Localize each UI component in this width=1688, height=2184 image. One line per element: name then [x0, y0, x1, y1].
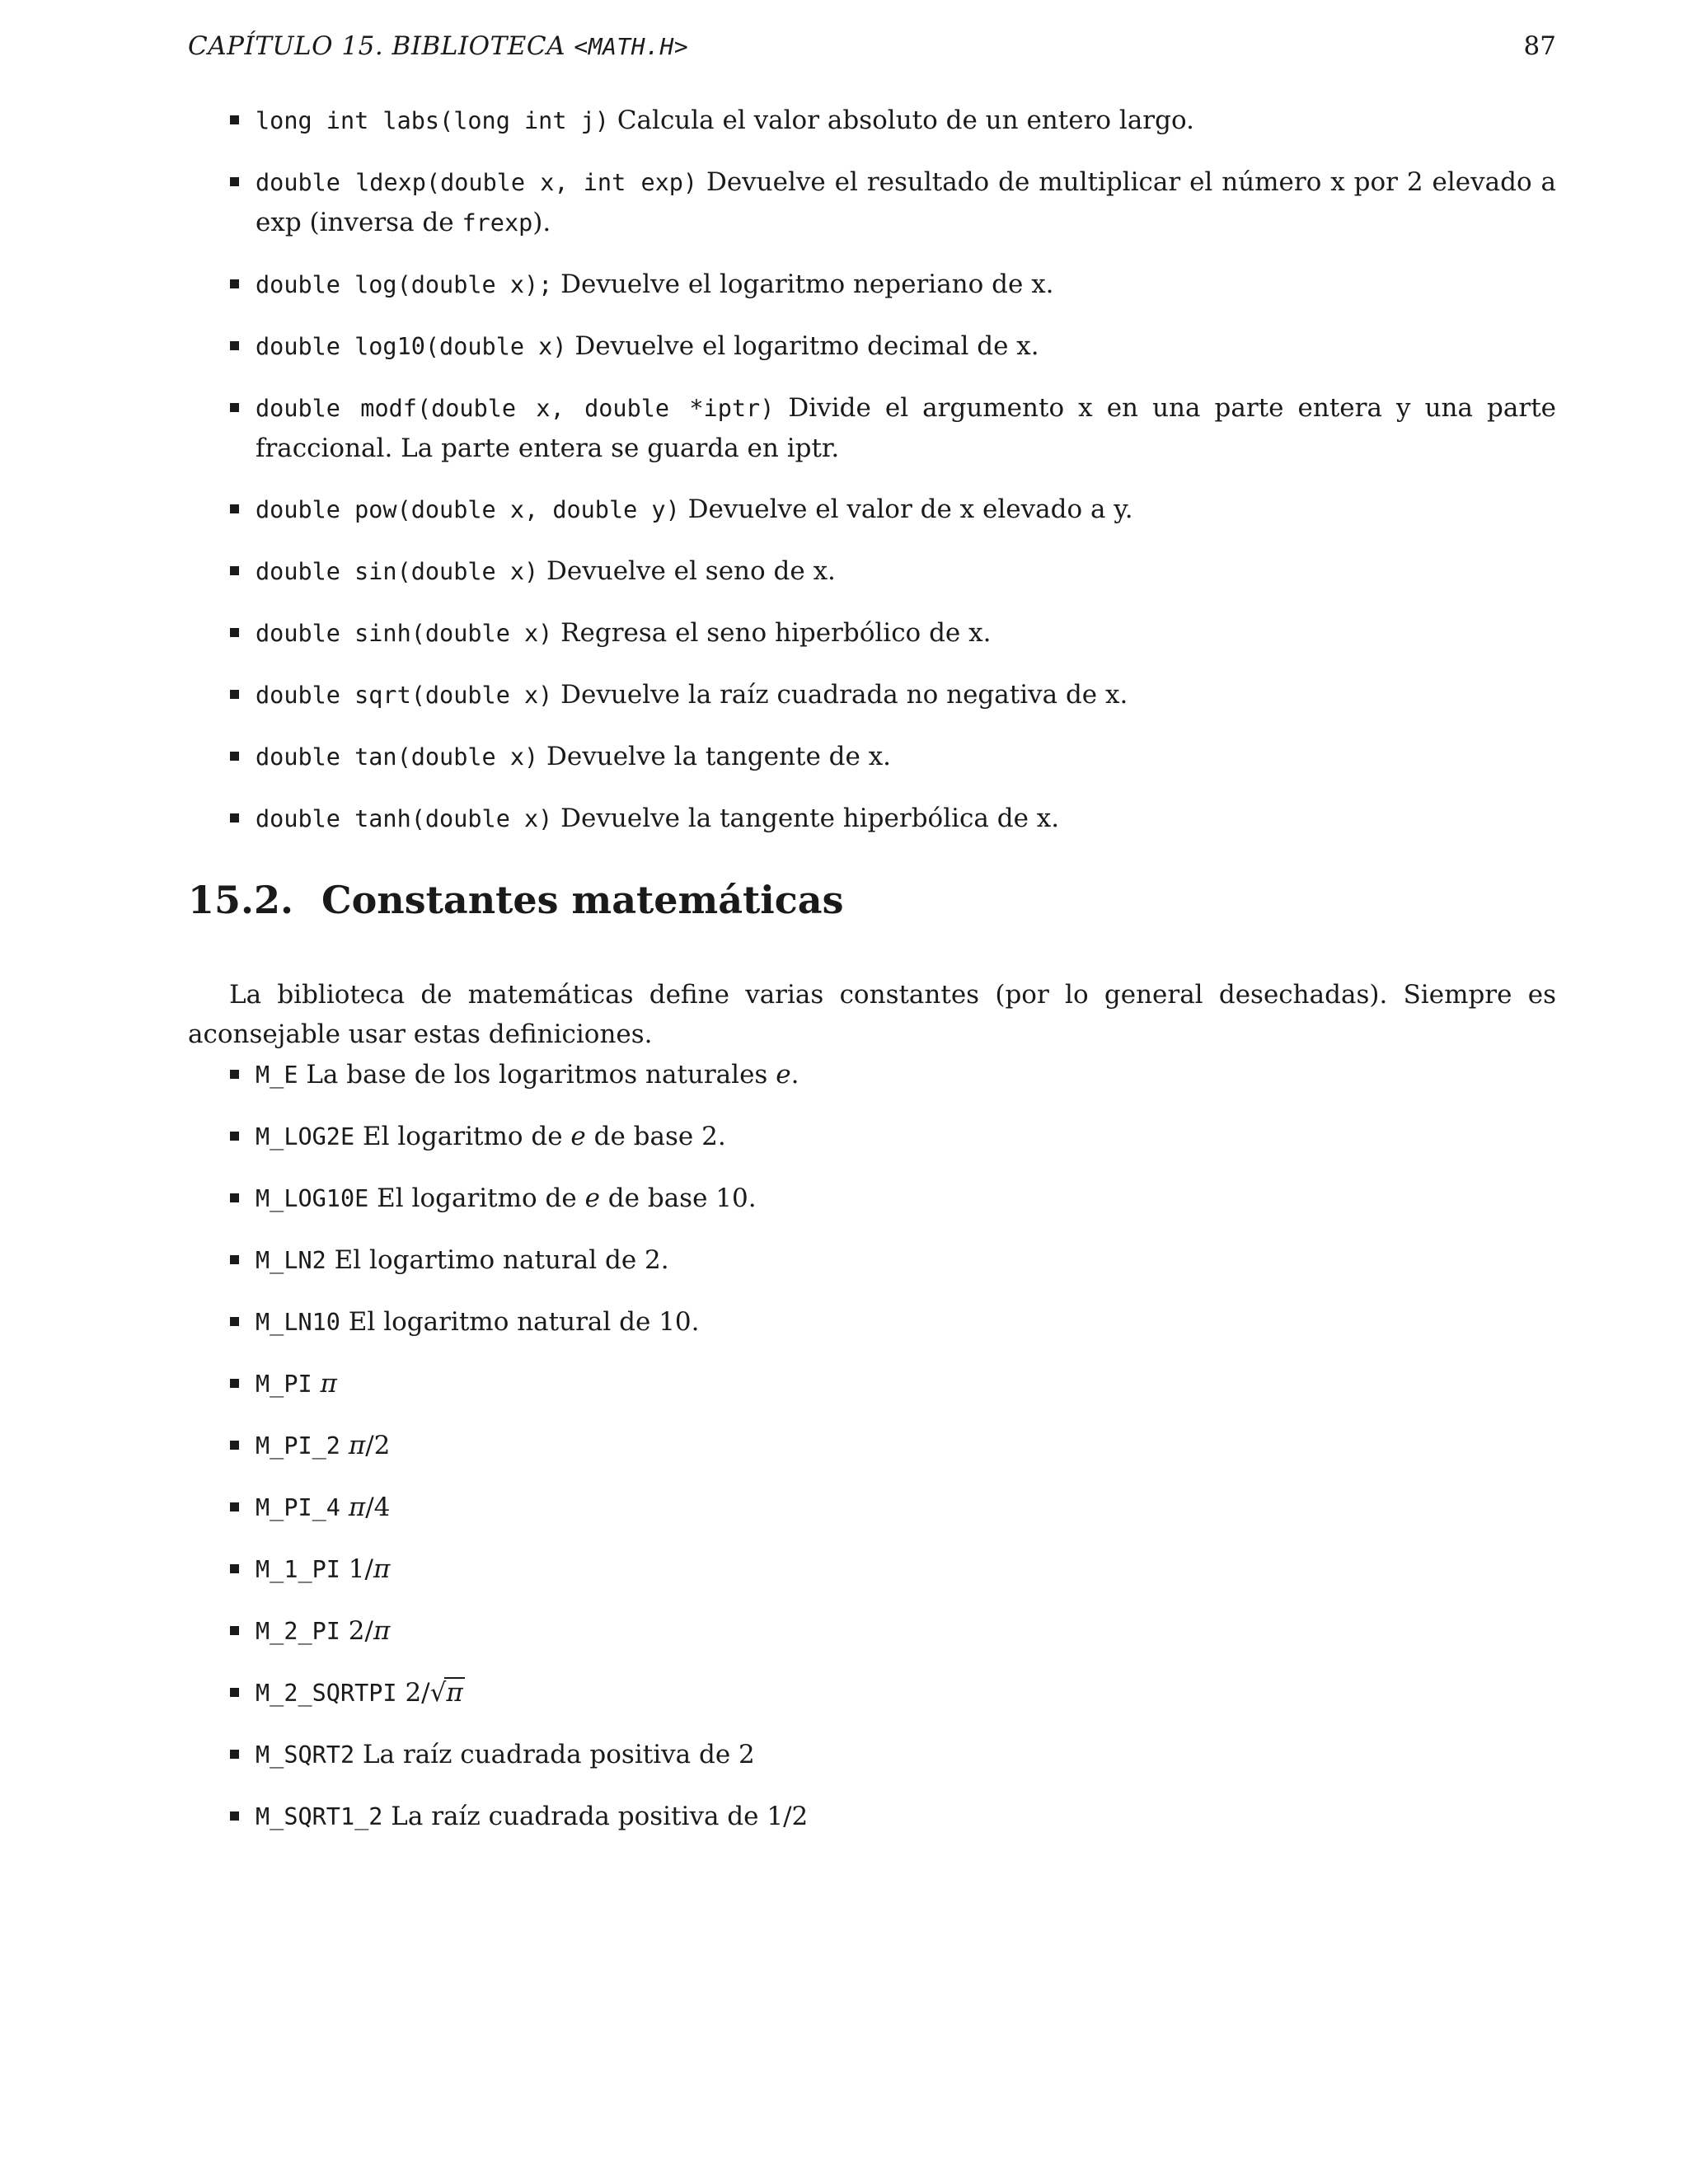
bullet-icon [230, 1688, 239, 1697]
bullet-icon [230, 1193, 239, 1202]
list-item: M_PI π [188, 1364, 1556, 1404]
bullet-icon [230, 403, 239, 412]
list-item: double sinh(double x) Regresa el seno hiperbólico de x. [188, 613, 1556, 654]
bullet-icon [230, 690, 239, 699]
list-item: M_E La base de los logaritmos naturales e. [188, 1055, 1556, 1095]
intro-paragraph: La biblioteca de matemáticas define varias constantes (por lo general desechadas). Siempre es aconsejable usar estas definiciones. [188, 980, 1556, 1049]
bullet-icon [230, 1070, 239, 1079]
bullet-icon [230, 566, 239, 575]
bullet-icon [230, 1132, 239, 1141]
list-item: M_SQRT1_2 La raíz cuadrada positiva de 1/2 [188, 1797, 1556, 1837]
list-item: double modf(double x, double *iptr) Divide el argumento x en una parte entera y una parte fraccional. La parte entera se guarda en iptr. [188, 388, 1556, 468]
bullet-icon [230, 752, 239, 761]
bullet-icon [230, 1379, 239, 1388]
list-item: double tanh(double x) Devuelve la tangente hiperbólica de x. [188, 799, 1556, 839]
list-item: M_LOG2E El logaritmo de e de base 2. [188, 1117, 1556, 1157]
bullet-icon [230, 279, 239, 288]
list-item: double pow(double x, double y) Devuelve el valor de x elevado a y. [188, 490, 1556, 530]
list-item: M_LN2 El logartimo natural de 2. [188, 1240, 1556, 1281]
bullet-icon [230, 813, 239, 823]
section-title: Constantes matemáticas [321, 878, 844, 922]
bullet-icon [230, 341, 239, 350]
function-list [188, 101, 1556, 860]
list-item: double sqrt(double x) Devuelve la raíz cuadrada no negativa de x. [188, 675, 1556, 715]
list-item: long int labs(long int j) Calcula el valor absoluto de un entero largo. [188, 101, 1556, 141]
list-item: M_LN10 El logaritmo natural de 10. [188, 1302, 1556, 1343]
bullet-icon [230, 628, 239, 637]
bullet-icon [230, 1626, 239, 1635]
bullet-icon [230, 115, 239, 124]
list-item: double log(double x); Devuelve el logaritmo neperiano de x. [188, 265, 1556, 305]
bullet-icon [230, 1317, 239, 1326]
running-header [188, 30, 1556, 63]
bullet-icon [230, 1750, 239, 1759]
section-heading [188, 875, 843, 925]
section-number: 15.2. [188, 878, 294, 922]
bullet-icon [230, 1255, 239, 1264]
list-item: M_1_PI 1/π [188, 1549, 1556, 1590]
bullet-icon [230, 1441, 239, 1450]
list-item: M_2_PI 2/π [188, 1611, 1556, 1652]
list-item: double tan(double x) Devuelve la tangente de x. [188, 737, 1556, 777]
constant-list [188, 1055, 1556, 1858]
bullet-icon [230, 504, 239, 513]
bullet-icon [230, 1811, 239, 1821]
sqrt-radical-icon: √ [429, 1678, 447, 1708]
list-item: double log10(double x) Devuelve el logaritmo decimal de x. [188, 326, 1556, 367]
list-item: M_PI_2 π/2 [188, 1426, 1556, 1466]
list-item: double ldexp(double x, int exp) Devuelve el resultado de multiplicar el número x por 2 elevado a exp (inversa de frexp). [188, 162, 1556, 243]
chapter-title: CAPÍTULO 15. BIBLIOTECA <MATH.H> [188, 31, 689, 61]
bullet-icon [230, 1564, 239, 1573]
list-item: M_2_SQRTPI 2/√π [188, 1673, 1556, 1713]
bullet-icon [230, 1502, 239, 1511]
document-page [188, 0, 1556, 2184]
bullet-icon [230, 177, 239, 186]
list-item: double sin(double x) Devuelve el seno de x. [188, 551, 1556, 592]
page-number: 87 [1523, 31, 1556, 61]
list-item: M_PI_4 π/4 [188, 1488, 1556, 1528]
list-item: M_SQRT2 La raíz cuadrada positiva de 2 [188, 1735, 1556, 1775]
list-item: M_LOG10E El logaritmo de e de base 10. [188, 1179, 1556, 1219]
